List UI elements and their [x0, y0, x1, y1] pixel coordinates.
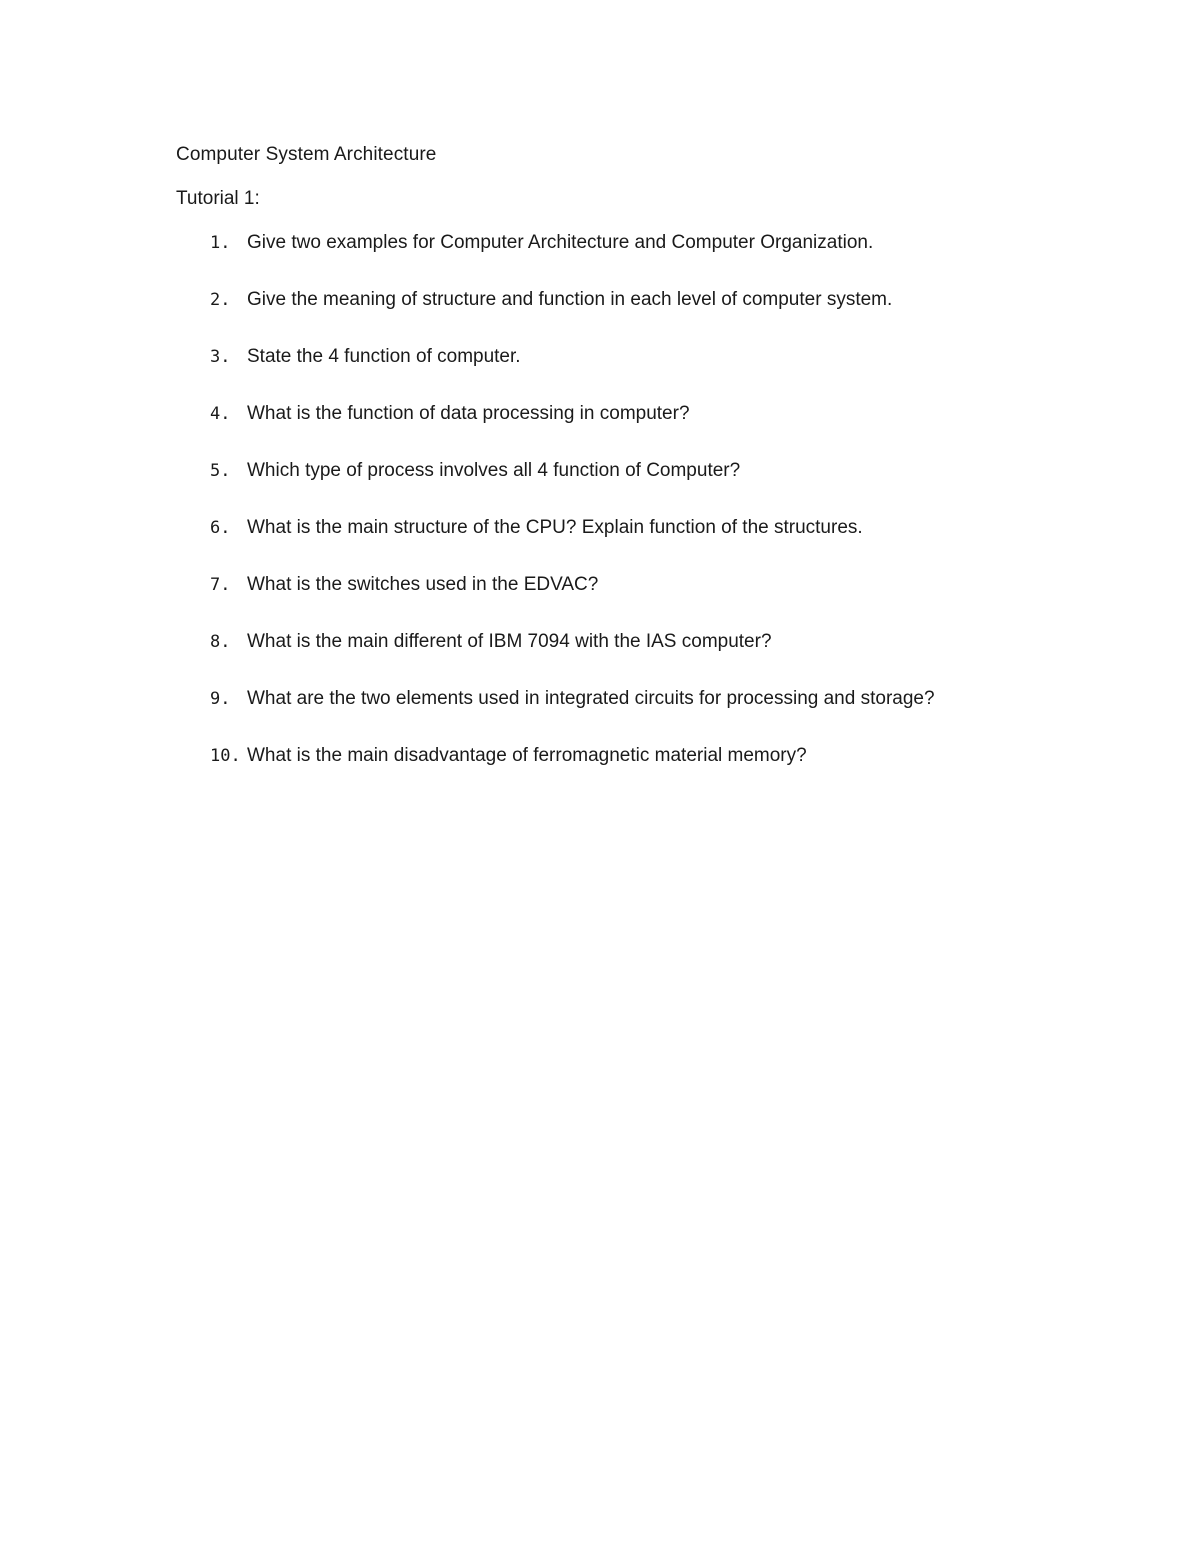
question-item: [0, 231, 1200, 288]
question-number: 10.: [210, 746, 241, 766]
question-text: State the 4 function of computer.: [247, 346, 521, 367]
question-text: What is the main different of IBM 7094 with the IAS computer?: [247, 631, 772, 652]
question-number: 4.: [210, 404, 231, 424]
document-subtitle: Tutorial 1:: [176, 188, 260, 209]
question-text: What is the main structure of the CPU? Explain function of the structures.: [247, 517, 863, 538]
question-number: 5.: [210, 461, 231, 481]
question-item: [0, 573, 1200, 630]
question-text: Which type of process involves all 4 function of Computer?: [247, 460, 741, 481]
question-number: 6.: [210, 518, 231, 538]
question-number: 2.: [210, 290, 231, 310]
question-item: [0, 687, 1200, 744]
question-number: 9.: [210, 689, 231, 709]
question-text: Give the meaning of structure and function in each level of computer system.: [247, 289, 893, 310]
question-text: What are the two elements used in integrated circuits for processing and storage?: [247, 688, 935, 709]
question-text: What is the switches used in the EDVAC?: [247, 574, 599, 595]
question-item: [0, 288, 1200, 345]
question-list: [0, 231, 1200, 801]
question-item: [0, 516, 1200, 573]
question-item: [0, 744, 1200, 801]
question-item: [0, 345, 1200, 402]
question-number: 1.: [210, 233, 231, 253]
question-number: 7.: [210, 575, 231, 595]
question-text: What is the main disadvantage of ferromagnetic material memory?: [247, 745, 807, 766]
question-item: [0, 459, 1200, 516]
question-number: 8.: [210, 632, 231, 652]
question-item: [0, 630, 1200, 687]
question-item: [0, 402, 1200, 459]
question-text: Give two examples for Computer Architecture and Computer Organization.: [247, 232, 874, 253]
question-text: What is the function of data processing in computer?: [247, 403, 690, 424]
document-title: Computer System Architecture: [176, 144, 437, 165]
question-number: 3.: [210, 347, 231, 367]
